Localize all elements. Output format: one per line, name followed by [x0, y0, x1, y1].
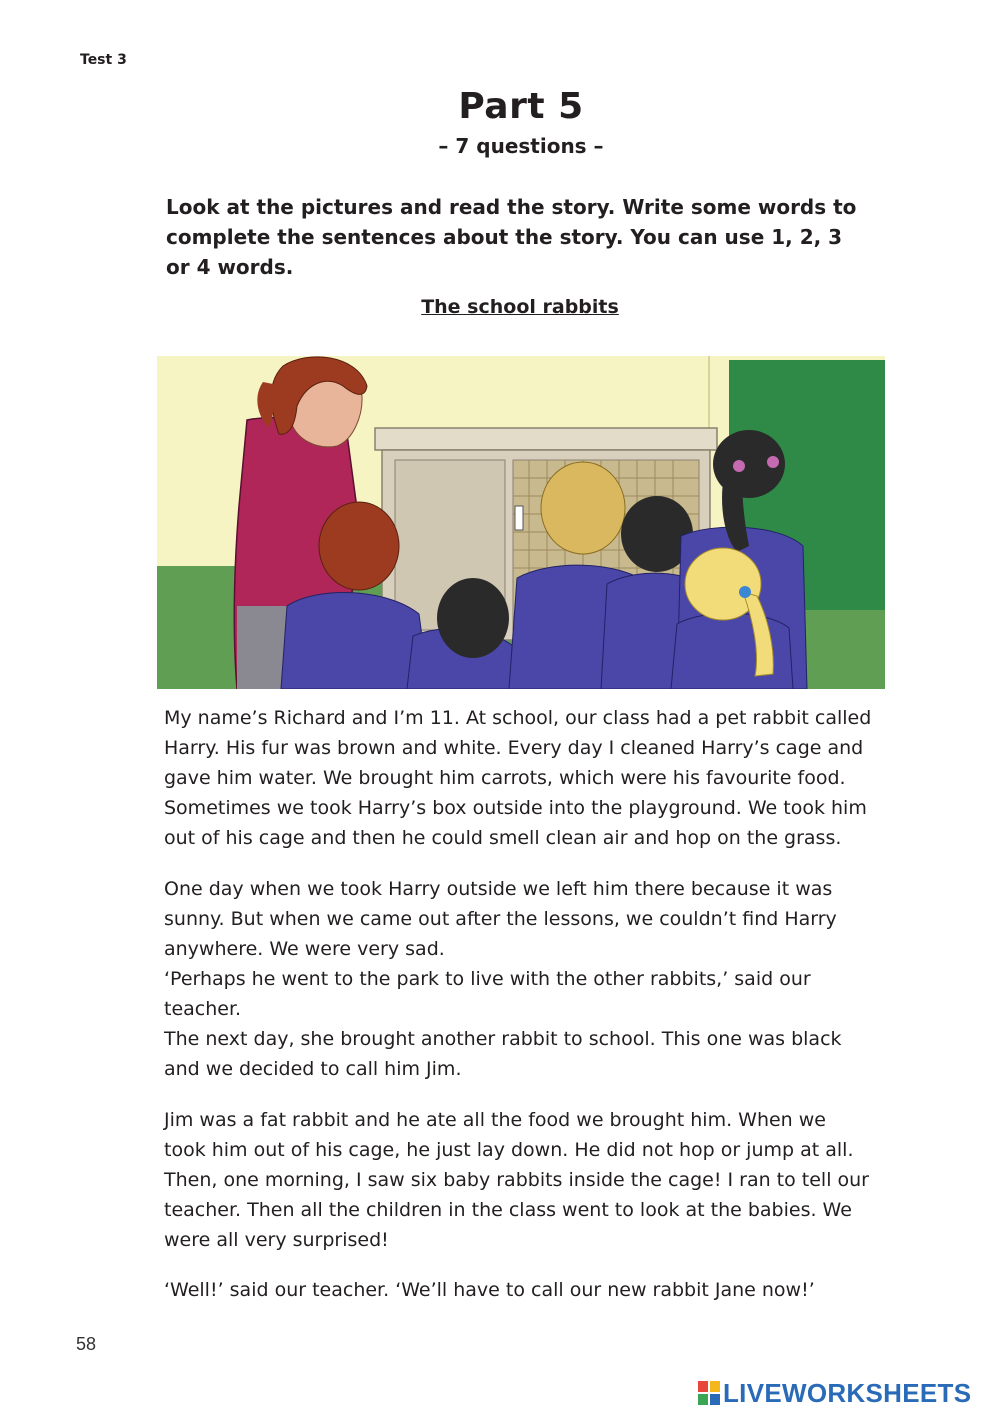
test-label: Test 3 [80, 52, 127, 68]
story-paragraph [164, 1105, 884, 1255]
instructions: Look at the pictures and read the story. Write some words to complete the sentences about the story. You can use 1, 2, 3 or 4 words. [166, 195, 857, 279]
story-paragraph [164, 703, 884, 853]
brand-name: LIVEWORKSHEETS [723, 1377, 972, 1408]
liveworksheets-logo-icon [698, 1381, 720, 1405]
story-line: out of his cage and then he could smell clean air and hop on the grass. [164, 827, 842, 849]
story-line: Harry. His fur was brown and white. Every day I cleaned Harry’s cage and [164, 737, 864, 759]
story-line: anywhere. We were very sad. [164, 938, 445, 960]
part-title: Part 5 [458, 86, 584, 127]
story-line: My name’s Richard and I’m 11. At school, our class had a pet rabbit called [164, 707, 872, 729]
story-line: ‘Perhaps he went to the park to live with the other rabbits,’ said our [164, 968, 811, 990]
story-line: and we decided to call him Jim. [164, 1058, 462, 1080]
story-paragraph [164, 874, 884, 1084]
liveworksheets-brand[interactable] [698, 1378, 971, 1408]
story-line: teacher. [164, 998, 242, 1020]
story-line: gave him water. We brought him carrots, which were his favourite food. [164, 767, 846, 789]
story-line: ‘Well!’ said our teacher. ‘We’ll have to call our new rabbit Jane now!’ [164, 1279, 815, 1301]
story-line: Then, one morning, I saw six baby rabbits inside the cage! I ran to tell our [164, 1169, 869, 1191]
story-line: were all very surprised! [164, 1229, 389, 1251]
page-number: 58 [76, 1334, 97, 1354]
story-line: The next day, she brought another rabbit to school. This one was black [164, 1028, 842, 1050]
story-line: One day when we took Harry outside we left him there because it was [164, 878, 833, 900]
story-line: took him out of his cage, he just lay down. He did not hop or jump at all. [164, 1139, 854, 1161]
story-paragraph [164, 1275, 884, 1305]
part-subtitle: – 7 questions – [438, 134, 604, 158]
story-line: Sometimes we took Harry’s box outside into the playground. We took him [164, 797, 867, 819]
story-line: Jim was a fat rabbit and he ate all the food we brought him. When we [164, 1109, 826, 1131]
story-line: teacher. Then all the children in the class went to look at the babies. We [164, 1199, 852, 1221]
story-line: sunny. But when we came out after the lessons, we couldn’t find Harry [164, 908, 837, 930]
story-title: The school rabbits [421, 296, 619, 318]
story-illustration [157, 356, 885, 689]
